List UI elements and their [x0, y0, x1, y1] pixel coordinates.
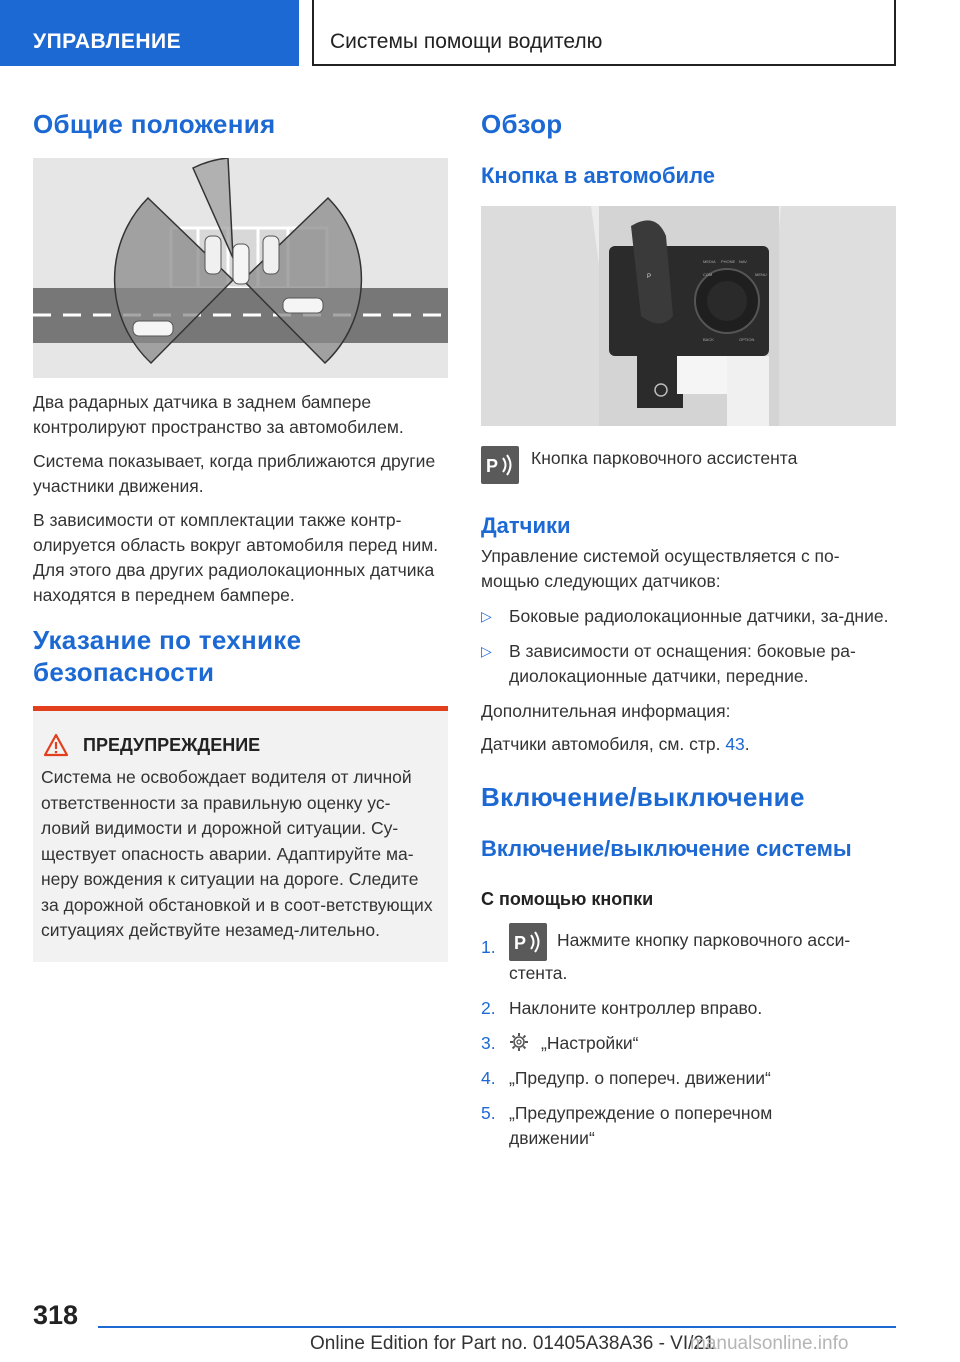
right-column: [481, 100, 896, 1151]
more-info-text: Дополнительная информация:: [481, 701, 731, 721]
icon-caption-row: [481, 446, 896, 484]
button-in-car-heading: Кнопка в автомобиле: [481, 163, 715, 188]
console-p-label: P: [647, 274, 652, 280]
reference-end: .: [744, 734, 750, 754]
reference-text: Датчики автомобиля, см. стр.: [481, 734, 721, 754]
sensors-heading: Датчики: [481, 513, 571, 538]
console-com-label: COM: [703, 272, 713, 277]
step-number: 3.: [481, 1033, 496, 1053]
step-text: „Настройки“: [541, 1033, 639, 1053]
bullet-text: В зависимости от оснащения: боковые ра-диолокационные датчики, передние.: [509, 641, 856, 686]
section-tab: УПРАВЛЕНИЕ: [0, 0, 299, 66]
step-2: [481, 996, 896, 1021]
intro-paragraph-1: Два радарных датчика в заднем бампере контролируют пространство за автомобилем.: [33, 392, 404, 437]
steps-list: [481, 923, 896, 1151]
footer-divider: [98, 1326, 896, 1328]
onoff-system-heading: Включение/выключение системы: [481, 836, 852, 861]
chapter-title: Системы помощи водителю: [312, 0, 896, 66]
overview-heading: Обзор: [481, 109, 563, 139]
parking-sensor-icon: [509, 923, 547, 961]
console-option-label: OPTION: [739, 337, 755, 342]
center-console-photo: [481, 206, 896, 426]
warning-label: ПРЕДУПРЕЖДЕНИЕ: [83, 734, 261, 755]
console-phone-label: PHONE: [721, 259, 736, 264]
radar-diagram: [33, 158, 448, 378]
intro-paragraph-2: Система показывает, когда приближаются другие участники движения.: [33, 451, 436, 496]
left-column: [33, 100, 448, 962]
bullet-text: Боковые радиолокационные датчики, за-дние.: [509, 606, 889, 626]
parking-assistant-button-icon: [481, 446, 519, 484]
step-1: [481, 923, 896, 986]
step-body: [509, 1031, 638, 1056]
console-nav-label: NAV: [739, 259, 747, 264]
watermark-text: manualsonline.info: [690, 1333, 849, 1354]
warning-triangle-icon: [43, 733, 69, 757]
gear-icon: [509, 1032, 529, 1052]
console-illustration: [481, 206, 896, 426]
safety-heading: Указание по технике безопасности: [33, 625, 302, 687]
console-back-label: BACK: [703, 337, 714, 342]
step-number: 5.: [481, 1103, 496, 1123]
warning-header: [43, 733, 438, 757]
step-body: [509, 923, 896, 986]
edition-text: Online Edition for Part no. 01405A38A36 - VI/21: [310, 1333, 715, 1354]
sensors-text: Управление системой осуществляется с по-мощью следующих датчиков:: [481, 546, 840, 591]
bullet-triangle-icon: ▷: [481, 608, 492, 624]
parking-button-caption: Кнопка парковочного ассистента: [531, 448, 798, 468]
with-button-heading: С помощью кнопки: [481, 889, 654, 909]
general-heading: Общие положения: [33, 109, 276, 139]
console-media-label: MEDIA: [703, 259, 716, 264]
parking-sensor-icon: [481, 446, 519, 484]
onoff-heading: Включение/выключение: [481, 782, 805, 812]
console-menu-label: MENU: [755, 272, 767, 277]
step-text: Нажмите кнопку парковочного асси-стента.: [509, 930, 851, 983]
step-number: 4.: [481, 1068, 496, 1088]
svg-text:P: P: [514, 933, 527, 953]
step-number: 1.: [481, 937, 496, 957]
page-reference-link[interactable]: 43: [725, 734, 745, 754]
page-number: 318: [33, 1300, 79, 1330]
intro-paragraph-3: В зависимости от комплектации также контр-олируется область вокруг автомобиля перед ним. Для этого два других радиолокационных датчика находятся в переднем бампере.: [33, 510, 439, 605]
warning-text: Система не освобождает водителя от личной ответственности за правильную оценку ус-ловий видимости и дорожной ситуации. Су-ществует опасность аварии. Адаптируйте ма-неру вождения к ситуации на дороге. Следите за дорожной обстановкой и в соот-ветствующих ситуациях действуйте незамед-лительно.: [41, 767, 433, 940]
step-text: „Предупреждение о поперечном движении“: [509, 1103, 773, 1148]
step-number: 2.: [481, 998, 496, 1018]
radar-illustration: [33, 158, 448, 378]
step-text: „Предупр. о попереч. движении“: [509, 1068, 771, 1088]
step-5: [481, 1101, 896, 1151]
step-3: [481, 1031, 896, 1056]
step-text: Наклоните контроллер вправо.: [509, 998, 763, 1018]
warning-box: [33, 706, 448, 962]
svg-text:P: P: [486, 456, 499, 476]
parking-assistant-button-icon: [509, 923, 547, 961]
sensor-bullet-1: [481, 604, 896, 629]
sensor-bullet-2: [481, 639, 896, 689]
step-4: [481, 1066, 896, 1091]
sensor-reference: [481, 732, 896, 757]
bullet-triangle-icon: ▷: [481, 643, 492, 659]
